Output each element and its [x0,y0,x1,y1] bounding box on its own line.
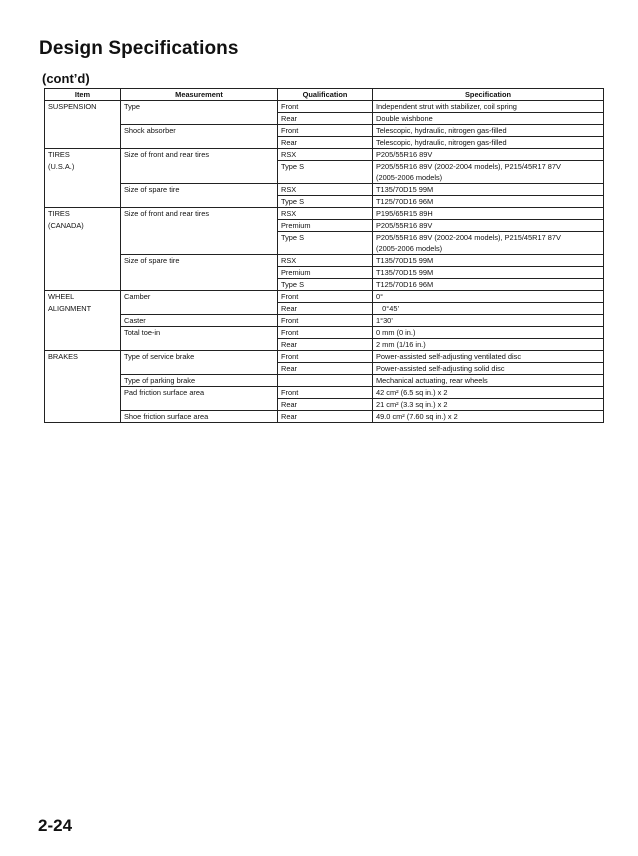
specification-cell: Power-assisted self-adjusting solid disc [373,363,604,375]
measurement-cell: Shoe friction surface area [121,411,278,423]
specification-cell: 2 mm (1/16 in.) [373,339,604,351]
measurement-cell: Type [121,101,278,113]
qualification-cell: RSX [278,149,373,161]
item-cell: SUSPENSION [45,101,121,113]
item-cell: BRAKES [45,351,121,363]
qualification-cell [278,243,373,255]
qualification-cell: Front [278,351,373,363]
item-cell: (CANADA) [45,220,121,232]
item-cell [45,243,121,255]
table-row [45,363,604,375]
column-header-measurement: Measurement [121,89,278,101]
specification-cell: T135/70D15 99M [373,184,604,196]
item-cell [45,315,121,327]
qualification-cell [278,172,373,184]
item-cell [45,399,121,411]
qualification-cell [278,375,373,387]
table-row [45,161,604,173]
item-cell [45,113,121,125]
specification-cell: P205/55R16 89V (2002-2004 models), P215/45R17 87V [373,161,604,173]
qualification-cell: Rear [278,339,373,351]
specification-cell: Independent strut with stabilizer, coil spring [373,101,604,113]
measurement-cell [121,137,278,149]
table-row [45,208,604,220]
qualification-cell: Front [278,387,373,399]
item-cell [45,327,121,339]
specification-cell: 1°30’ [373,315,604,327]
table-row [45,113,604,125]
item-cell: (U.S.A.) [45,161,121,173]
measurement-cell [121,279,278,291]
page-number: 2-24 [38,816,73,835]
qualification-cell: RSX [278,208,373,220]
specification-cell: P205/55R16 89V (2002-2004 models), P215/45R17 87V [373,232,604,244]
table-row [45,339,604,351]
specification-cell: P205/55R16 89V [373,149,604,161]
table-header-row [45,89,604,101]
measurement-cell [121,303,278,315]
table-row [45,351,604,363]
measurement-cell [121,172,278,184]
table-row [45,172,604,184]
measurement-cell: Size of spare tire [121,184,278,196]
item-cell [45,255,121,267]
item-cell [45,375,121,387]
item-cell [45,125,121,137]
qualification-cell: Front [278,125,373,137]
table-row [45,232,604,244]
table-row [45,279,604,291]
table-row [45,196,604,208]
qualification-cell: RSX [278,184,373,196]
item-cell: ALIGNMENT [45,303,121,315]
table-row [45,411,604,423]
specification-cell: Telescopic, hydraulic, nitrogen gas-filled [373,125,604,137]
specification-cell: Double wishbone [373,113,604,125]
continued-label: (cont’d) [42,71,90,86]
item-cell [45,232,121,244]
table-row [45,387,604,399]
qualification-cell: Rear [278,363,373,375]
qualification-cell: Front [278,291,373,303]
specification-cell: P195/65R15 89H [373,208,604,220]
measurement-cell [121,363,278,375]
table-row [45,184,604,196]
item-cell [45,279,121,291]
specification-cell: 49.0 cm² (7.60 sq in.) x 2 [373,411,604,423]
qualification-cell: Front [278,327,373,339]
specification-cell: P205/55R16 89V [373,220,604,232]
item-cell: WHEEL [45,291,121,303]
specification-cell: 0 mm (0 in.) [373,327,604,339]
specification-cell: Power-assisted self-adjusting ventilated disc [373,351,604,363]
column-header-item: Item [45,89,121,101]
qualification-cell: Type S [278,232,373,244]
table-row [45,243,604,255]
measurement-cell: Shock absorber [121,125,278,137]
measurement-cell [121,243,278,255]
specification-cell: 0° [373,291,604,303]
qualification-cell: Type S [278,161,373,173]
qualification-cell: RSX [278,255,373,267]
table-row [45,315,604,327]
measurement-cell: Type of parking brake [121,375,278,387]
table-row [45,375,604,387]
item-cell [45,363,121,375]
specifications-table [44,88,604,423]
measurement-cell: Size of spare tire [121,255,278,267]
table-row [45,267,604,279]
qualification-cell: Type S [278,279,373,291]
item-cell [45,387,121,399]
table-row [45,149,604,161]
table-row [45,399,604,411]
item-cell [45,339,121,351]
qualification-cell: Type S [278,196,373,208]
specification-cell: (2005-2006 models) [373,172,604,184]
qualification-cell: Rear [278,137,373,149]
item-cell: TIRES [45,208,121,220]
measurement-cell: Camber [121,291,278,303]
qualification-cell: Rear [278,303,373,315]
item-cell [45,137,121,149]
item-cell: TIRES [45,149,121,161]
table-row [45,303,604,315]
measurement-cell [121,220,278,232]
item-cell [45,411,121,423]
measurement-cell [121,399,278,411]
table-row [45,101,604,113]
page-title: Design Specifications [39,38,239,59]
table-row [45,137,604,149]
measurement-cell [121,196,278,208]
item-cell [45,184,121,196]
measurement-cell: Size of front and rear tires [121,208,278,220]
specification-cell: (2005-2006 models) [373,243,604,255]
measurement-cell: Caster [121,315,278,327]
measurement-cell: Type of service brake [121,351,278,363]
measurement-cell: Pad friction surface area [121,387,278,399]
qualification-cell: Rear [278,113,373,125]
table-row [45,291,604,303]
specification-cell: T135/70D15 99M [373,267,604,279]
specification-cell: T135/70D15 99M [373,255,604,267]
measurement-cell [121,232,278,244]
table-body [45,101,604,423]
specification-cell: 0°45’ [373,303,604,315]
qualification-cell: Front [278,315,373,327]
item-cell [45,267,121,279]
specification-cell: Mechanical actuating, rear wheels [373,375,604,387]
table-row [45,220,604,232]
qualification-cell: Rear [278,399,373,411]
table-row [45,327,604,339]
qualification-cell: Rear [278,411,373,423]
table-row [45,125,604,137]
column-header-specification: Specification [373,89,604,101]
item-cell [45,196,121,208]
column-header-qualification: Qualification [278,89,373,101]
measurement-cell: Total toe-in [121,327,278,339]
qualification-cell: Premium [278,267,373,279]
qualification-cell: Front [278,101,373,113]
specification-cell: Telescopic, hydraulic, nitrogen gas-filled [373,137,604,149]
measurement-cell [121,267,278,279]
measurement-cell: Size of front and rear tires [121,149,278,161]
item-cell [45,172,121,184]
specification-cell: 21 cm² (3.3 sq in.) x 2 [373,399,604,411]
specification-cell: T125/70D16 96M [373,279,604,291]
table-row [45,255,604,267]
measurement-cell [121,161,278,173]
measurement-cell [121,339,278,351]
specification-cell: T125/70D16 96M [373,196,604,208]
qualification-cell: Premium [278,220,373,232]
specification-cell: 42 cm² (6.5 sq in.) x 2 [373,387,604,399]
measurement-cell [121,113,278,125]
